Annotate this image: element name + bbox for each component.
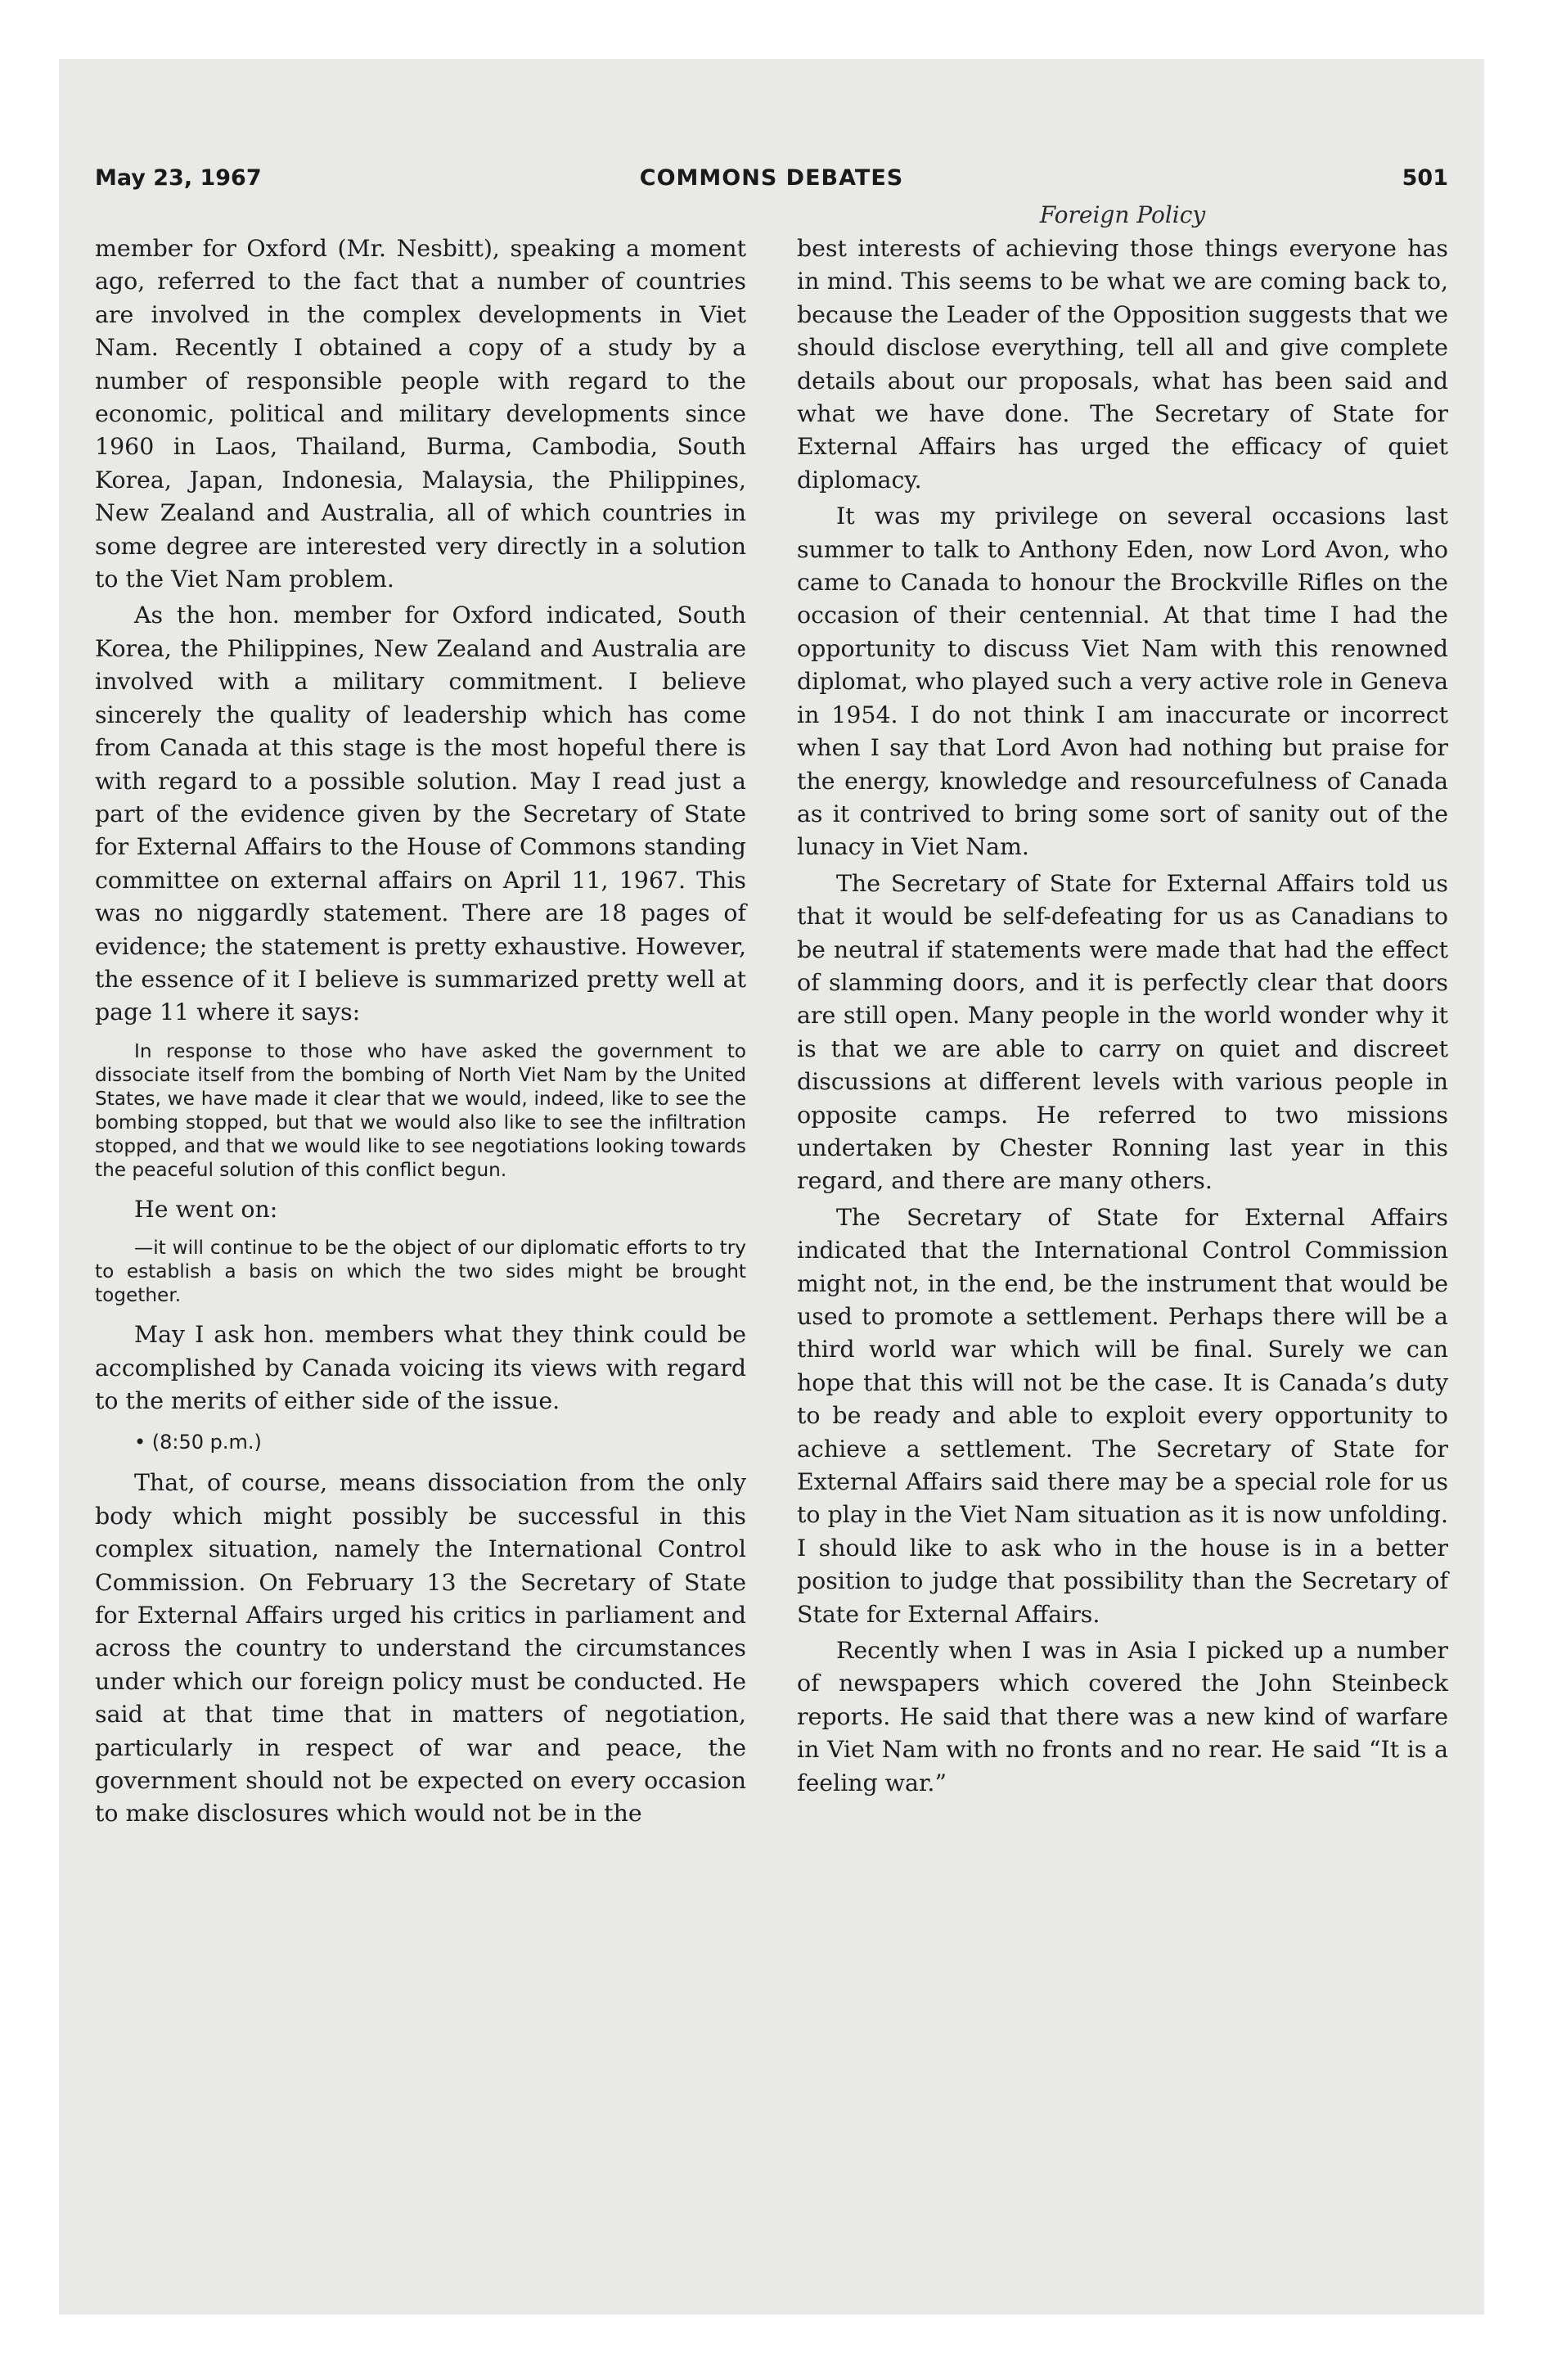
left-column [95,232,746,1831]
paragraph: That, of course, means dissociation from the only body which might possibly be successful in this complex situation, namely the International Control Commission. On February 13 the Secretary of State for External Affairs urged his critics in parliament and across the country to understand the circumstances under which our foreign policy must be conducted. He said at that time that in matters of negotiation, particularly in respect of war and peace, the government should not be expected on every occasion to make disclosures which would not be in the [95,1469,746,1828]
paragraph: best interests of achieving those things everyone has in mind. This seems to be what we are coming back to, because the Leader of the Opposition suggests that we should disclose everything, tell all and give complete details about our proposals, what has been said and what we have done. The Secretary of State for External Affairs has urged the efficacy of quiet diplomacy. [797,235,1448,494]
paragraph: The Secretary of State for External Affairs indicated that the International Control Commission might not, in the end, be the instrument that would be used to promote a settlement. Perhaps there will be a third world war which will be final. Surely we can hope that this will not be the case. It is Canada’s duty to be ready and able to exploit every opportunity to achieve a settlement. The Secretary of State for External Affairs said there may be a special role for us to play in the Viet Nam situation as it is now unfolding. I should like to ask who in the house is in a better position to judge that possibility than the Secretary of State for External Affairs. [797,1203,1448,1628]
paragraph: Recently when I was in Asia I picked up a number of newspapers which covered the John Steinbeck reports. He said that there was a new kind of warfare in Viet Nam with no fronts and no rear. He said “It is a feeling war.” [797,1637,1448,1796]
paragraph: It was my privilege on several occasions last summer to talk to Anthony Eden, now Lord Avon, who came to Canada to honour the Brockville Rifles on the occasion of their centennial. At that time I had the opportunity to discuss Viet Nam with this renowned diplomat, who played such a very active role in Geneva in 1954. I do not think I am inaccurate or incorrect when I say that Lord Avon had nothing but praise for the energy, knowledge and resourcefulness of Canada as it contrived to bring some sort of sanity out of the lunacy in Viet Nam. [797,503,1448,861]
page-header [95,165,1448,198]
header-page-number: 501 [1402,165,1448,191]
paragraph: The Secretary of State for External Affairs told us that it would be self-defeating for us as Canadians to be neutral if statements were made that had the effect of slamming doors, and it is perfectly clear that doors are still open. Many people in the world wonder why it is that we are able to carry on quiet and discreet discussions at different levels with various people in opposite camps. He referred to two missions undertaken by Chester Ronning last year in this regard, and there are many others. [797,869,1448,1195]
paragraph: He went on: [134,1195,278,1223]
document-page [59,59,1484,2315]
header-date: May 23, 1967 [95,165,262,191]
header-title: COMMONS DEBATES [639,165,904,191]
section-subhead: Foreign Policy [1039,201,1206,228]
right-column [797,232,1448,1800]
paragraph: May I ask hon. members what they think could be accomplished by Canada voicing its views with regard to the merits of either side of the issue. [95,1321,746,1414]
paragraph: member for Oxford (Mr. Nesbitt), speaking a moment ago, referred to the fact that a number of countries are involved in the complex developments in Viet Nam. Recently I obtained a copy of a study by a number of responsible people with regard to the economic, political and military developments since 1960 in Laos, Thailand, Burma, Cambodia, South Korea, Japan, Indonesia, Malaysia, the Philippines, New Zealand and Australia, all of which countries in some degree are interested very directly in a solution to the Viet Nam problem. [95,235,746,593]
paragraph: As the hon. member for Oxford indicated, South Korea, the Philippines, New Zealand and Australia are involved with a military commitment. I believe sincerely the quality of leadership which has come from Canada at this stage is the most hopeful there is with regard to a possible solution. May I read just a part of the evidence given by the Secretary of State for External Affairs to the House of Commons standing committee on external affairs on April 11, 1967. This was no niggardly statement. There are 18 pages of evidence; the statement is pretty exhaustive. However, the essence of it I believe is summarized pretty well at page 11 where it says: [95,602,746,1026]
time-marker: • (8:50 p.m.) [134,1431,262,1454]
block-quote: In response to those who have asked the government to dissociate itself from the bombing of North Viet Nam by the United States, we have made it clear that we would, indeed, like to see the bombing stopped, but that we would also like to see the infiltration stopped, and that we would like to see negotiations looking towards the peaceful solution of this conflict begun. [95,1039,746,1181]
block-quote: —it will continue to be the object of our diplomatic efforts to try to establish a basis on which the two sides might be brought together. [95,1237,746,1307]
